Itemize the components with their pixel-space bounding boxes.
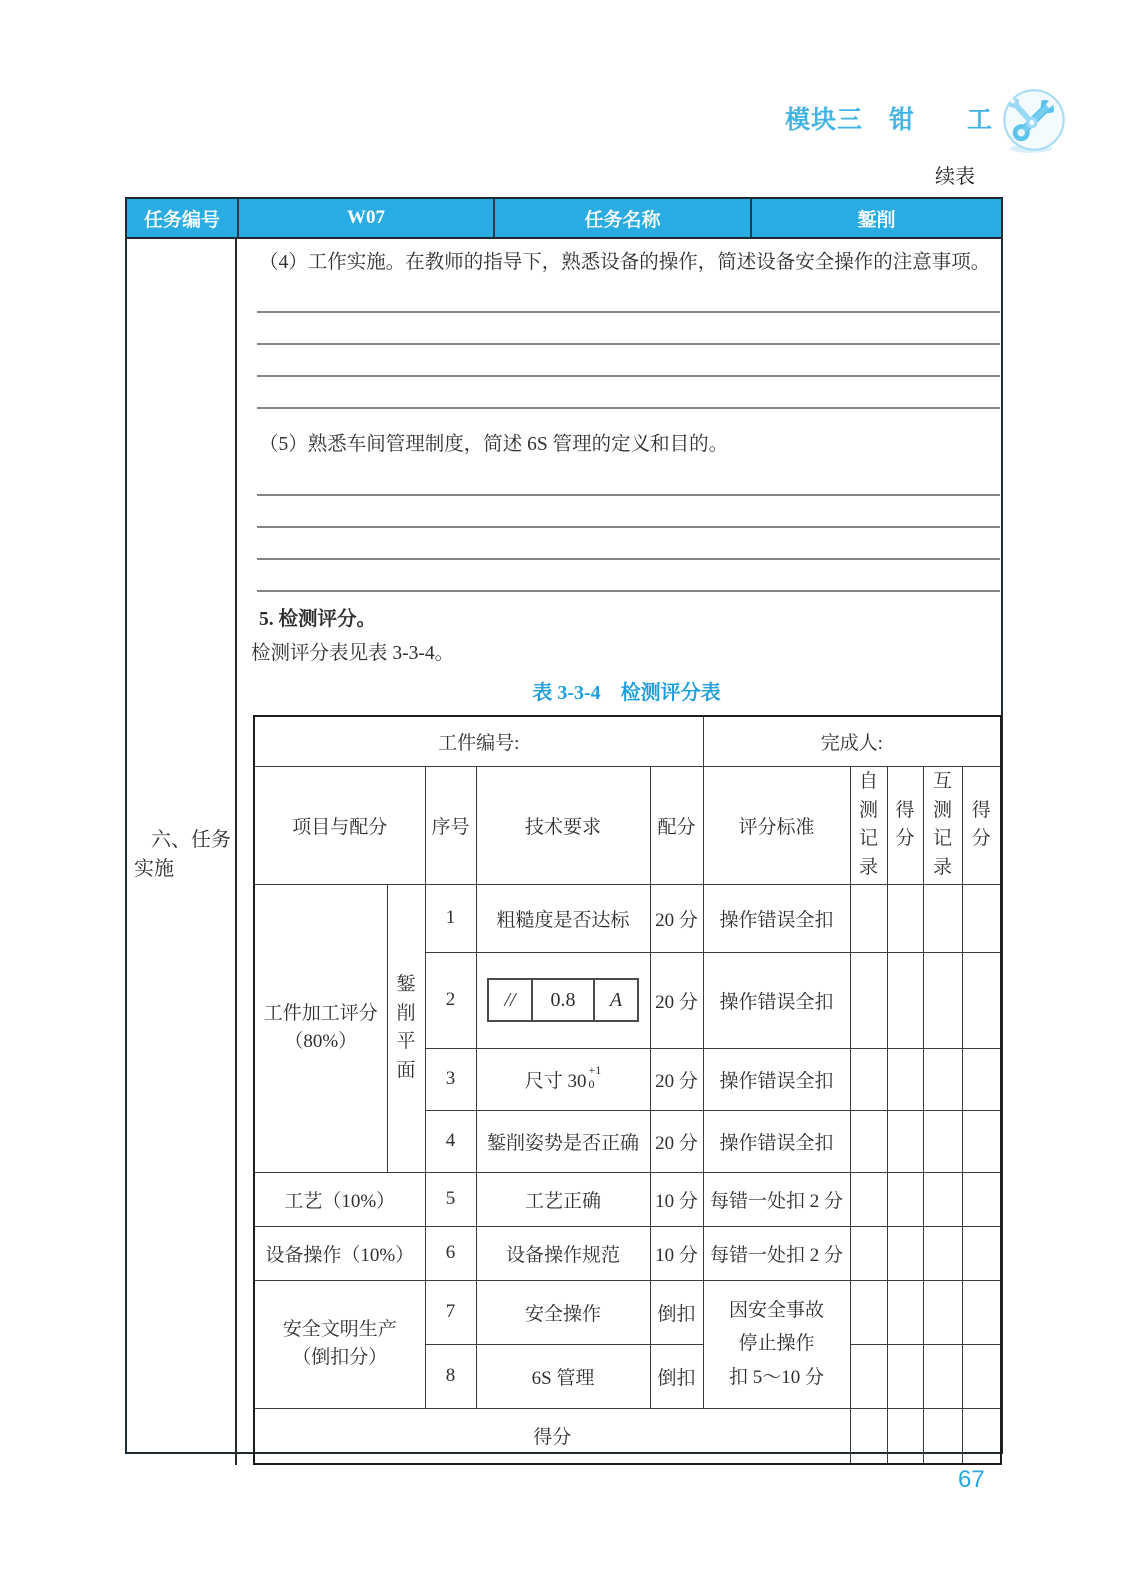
task-name-label: 任务名称 (493, 199, 750, 237)
record-cell (923, 1110, 962, 1172)
row-7-points: 倒扣 (650, 1280, 703, 1344)
answer-line (257, 313, 1000, 345)
record-cell (887, 1408, 923, 1464)
group-machining-line2: （80%） (284, 1031, 358, 1053)
finisher-label: 完成人: (703, 716, 1001, 766)
module-title: 模块三 钳 工 (784, 106, 993, 134)
record-cell (962, 884, 1001, 952)
tolerance-value: 0.8 (533, 980, 595, 1020)
record-cell (850, 1048, 887, 1110)
group-machining-line1: 工件加工评分 (263, 1002, 378, 1024)
answer-line (257, 345, 1000, 377)
record-cell (887, 1110, 923, 1172)
total-score-label: 得分 (254, 1408, 850, 1464)
section-label-line1: 六、任务 (151, 829, 231, 852)
record-cell (923, 1172, 962, 1226)
row-5-standard: 每错一处扣 2 分 (703, 1172, 850, 1226)
row-1-requirement: 粗糙度是否达标 (476, 884, 650, 952)
section-label-line2: 实施 (134, 858, 174, 881)
row-8-points: 倒扣 (650, 1344, 703, 1408)
answer-line (257, 560, 1000, 592)
record-cell (850, 1280, 887, 1344)
datum-letter: A (609, 988, 623, 1011)
row-7-requirement: 安全操作 (476, 1280, 650, 1344)
column-header-row (254, 766, 1001, 884)
row-2-points: 20 分 (650, 952, 703, 1048)
record-cell (887, 1280, 923, 1344)
record-cell (962, 1048, 1001, 1110)
record-cell (923, 1344, 962, 1408)
section-label (127, 239, 237, 1465)
record-cell (887, 952, 923, 1048)
row-6 (254, 1226, 1001, 1280)
row-1-points: 20 分 (650, 884, 703, 952)
col-score-1 (887, 766, 923, 884)
step5-heading: 5. 检测评分。 (259, 608, 377, 630)
safety-standard-line3: 扣 5～10 分 (729, 1366, 825, 1388)
task-id-value: W07 (237, 199, 493, 237)
row-7-8-standard (703, 1280, 850, 1408)
record-cell (962, 1110, 1001, 1172)
dimension-tolerance (588, 1064, 601, 1092)
group-safety-line2: （倒扣分） (292, 1347, 388, 1369)
question-4: （4）工作实施。在教师的指导下，熟悉设备的操作，简述设备安全操作的注意事项。 (259, 252, 991, 273)
col-self-record-label: 自测记录 (859, 771, 879, 878)
answer-line (257, 496, 1000, 528)
task-table (125, 197, 1003, 1454)
subgroup-chiseling-plane (387, 884, 425, 1172)
col-score-2 (962, 766, 1001, 884)
dimension-upper-tol: +1 (588, 1063, 602, 1078)
module-header (785, 86, 1069, 156)
safety-standard-line1: 因安全事故 (729, 1300, 825, 1322)
task-header-row (127, 199, 1001, 239)
record-cell (887, 1172, 923, 1226)
answer-lines-q4 (257, 281, 1000, 409)
row-3-no: 3 (425, 1048, 476, 1110)
group-safety-line1: 安全文明生产 (282, 1318, 397, 1340)
col-peer-record-label: 互测记录 (933, 771, 953, 878)
total-row (254, 1408, 1001, 1464)
row-4-standard: 操作错误全扣 (703, 1110, 850, 1172)
record-cell (850, 1172, 887, 1226)
col-requirement: 技术要求 (476, 766, 650, 884)
record-cell (850, 884, 887, 952)
answer-line (257, 377, 1000, 409)
group-safety (254, 1280, 425, 1408)
record-cell (962, 1344, 1001, 1408)
col-item: 项目与配分 (254, 766, 425, 884)
task-content (237, 239, 1014, 1465)
row-3-requirement (476, 1048, 650, 1110)
parallelism-tolerance-frame (487, 978, 639, 1022)
col-points: 配分 (650, 766, 703, 884)
col-peer-record (923, 766, 962, 884)
record-cell (962, 1226, 1001, 1280)
col-score1-label: 得分 (895, 799, 915, 850)
row-7 (254, 1280, 1001, 1344)
answer-lines-q5 (257, 464, 1000, 592)
row-5-requirement: 工艺正确 (476, 1172, 650, 1226)
record-cell (923, 1280, 962, 1344)
record-cell (923, 1226, 962, 1280)
row-4-requirement: 錾削姿势是否正确 (476, 1110, 650, 1172)
record-cell (887, 884, 923, 952)
record-cell (923, 1408, 962, 1464)
row-1 (254, 884, 1001, 952)
parallelism-symbol: // (489, 980, 533, 1020)
record-cell (887, 1048, 923, 1110)
answer-line (257, 528, 1000, 560)
group-machining (254, 884, 387, 1172)
wrench-tools-icon (999, 86, 1069, 156)
subgroup-chiseling-plane-label: 錾削平面 (396, 974, 416, 1081)
record-cell (962, 1280, 1001, 1344)
record-cell (887, 1226, 923, 1280)
record-cell (850, 1344, 887, 1408)
col-seq: 序号 (425, 766, 476, 884)
row-6-points: 10 分 (650, 1226, 703, 1280)
group-process: 工艺（10%） (254, 1172, 425, 1226)
part-number-label: 工件编号: (254, 716, 703, 766)
score-table (253, 715, 1002, 1465)
task-id-label: 任务编号 (143, 209, 220, 231)
record-cell (887, 1344, 923, 1408)
row-6-no: 6 (425, 1226, 476, 1280)
step5-note: 检测评分表见表 3-3-4。 (251, 642, 455, 664)
row-1-standard: 操作错误全扣 (703, 884, 850, 952)
record-cell (962, 1172, 1001, 1226)
group-equipment: 设备操作（10%） (254, 1226, 425, 1280)
record-cell (923, 884, 962, 952)
row-2-standard: 操作错误全扣 (703, 952, 850, 1048)
col-standard: 评分标准 (703, 766, 850, 884)
row-2-requirement (476, 952, 650, 1048)
score-table-caption: 表 3-3-4 检测评分表 (532, 682, 721, 705)
row-8-no: 8 (425, 1344, 476, 1408)
row-5-no: 5 (425, 1172, 476, 1226)
col-self-record (850, 766, 887, 884)
row-3-points: 20 分 (650, 1048, 703, 1110)
row-4-points: 20 分 (650, 1110, 703, 1172)
task-body (127, 239, 1001, 1465)
row-5-points: 10 分 (650, 1172, 703, 1226)
dimension-lower-tol: 0 (588, 1077, 595, 1092)
row-7-no: 7 (425, 1280, 476, 1344)
row-6-requirement: 设备操作规范 (476, 1226, 650, 1280)
col-score2-label: 得分 (971, 799, 991, 850)
answer-line (257, 464, 1000, 496)
answer-line (257, 281, 1000, 313)
row-8-requirement: 6S 管理 (476, 1344, 650, 1408)
record-cell (850, 1408, 887, 1464)
row-2-no: 2 (425, 952, 476, 1048)
record-cell (850, 1226, 887, 1280)
info-row (254, 716, 1001, 766)
record-cell (923, 1048, 962, 1110)
safety-standard-line2: 停止操作 (738, 1333, 815, 1355)
record-cell (850, 1110, 887, 1172)
row-4-no: 4 (425, 1110, 476, 1172)
page-number: 67 (958, 1466, 985, 1493)
record-cell (850, 952, 887, 1048)
row-3-standard: 操作错误全扣 (703, 1048, 850, 1110)
question-5: （5）熟悉车间管理制度，简述 6S 管理的定义和目的。 (259, 434, 729, 456)
row-1-no: 1 (425, 884, 476, 952)
dimension-base: 尺寸 30 (524, 1070, 587, 1092)
record-cell (923, 952, 962, 1048)
continued-table-label: 续表 (935, 166, 975, 188)
row-5 (254, 1172, 1001, 1226)
row-6-standard: 每错一处扣 2 分 (703, 1226, 850, 1280)
record-cell (962, 952, 1001, 1048)
task-name-value: 錾削 (750, 199, 1001, 237)
record-cell (962, 1408, 1001, 1464)
